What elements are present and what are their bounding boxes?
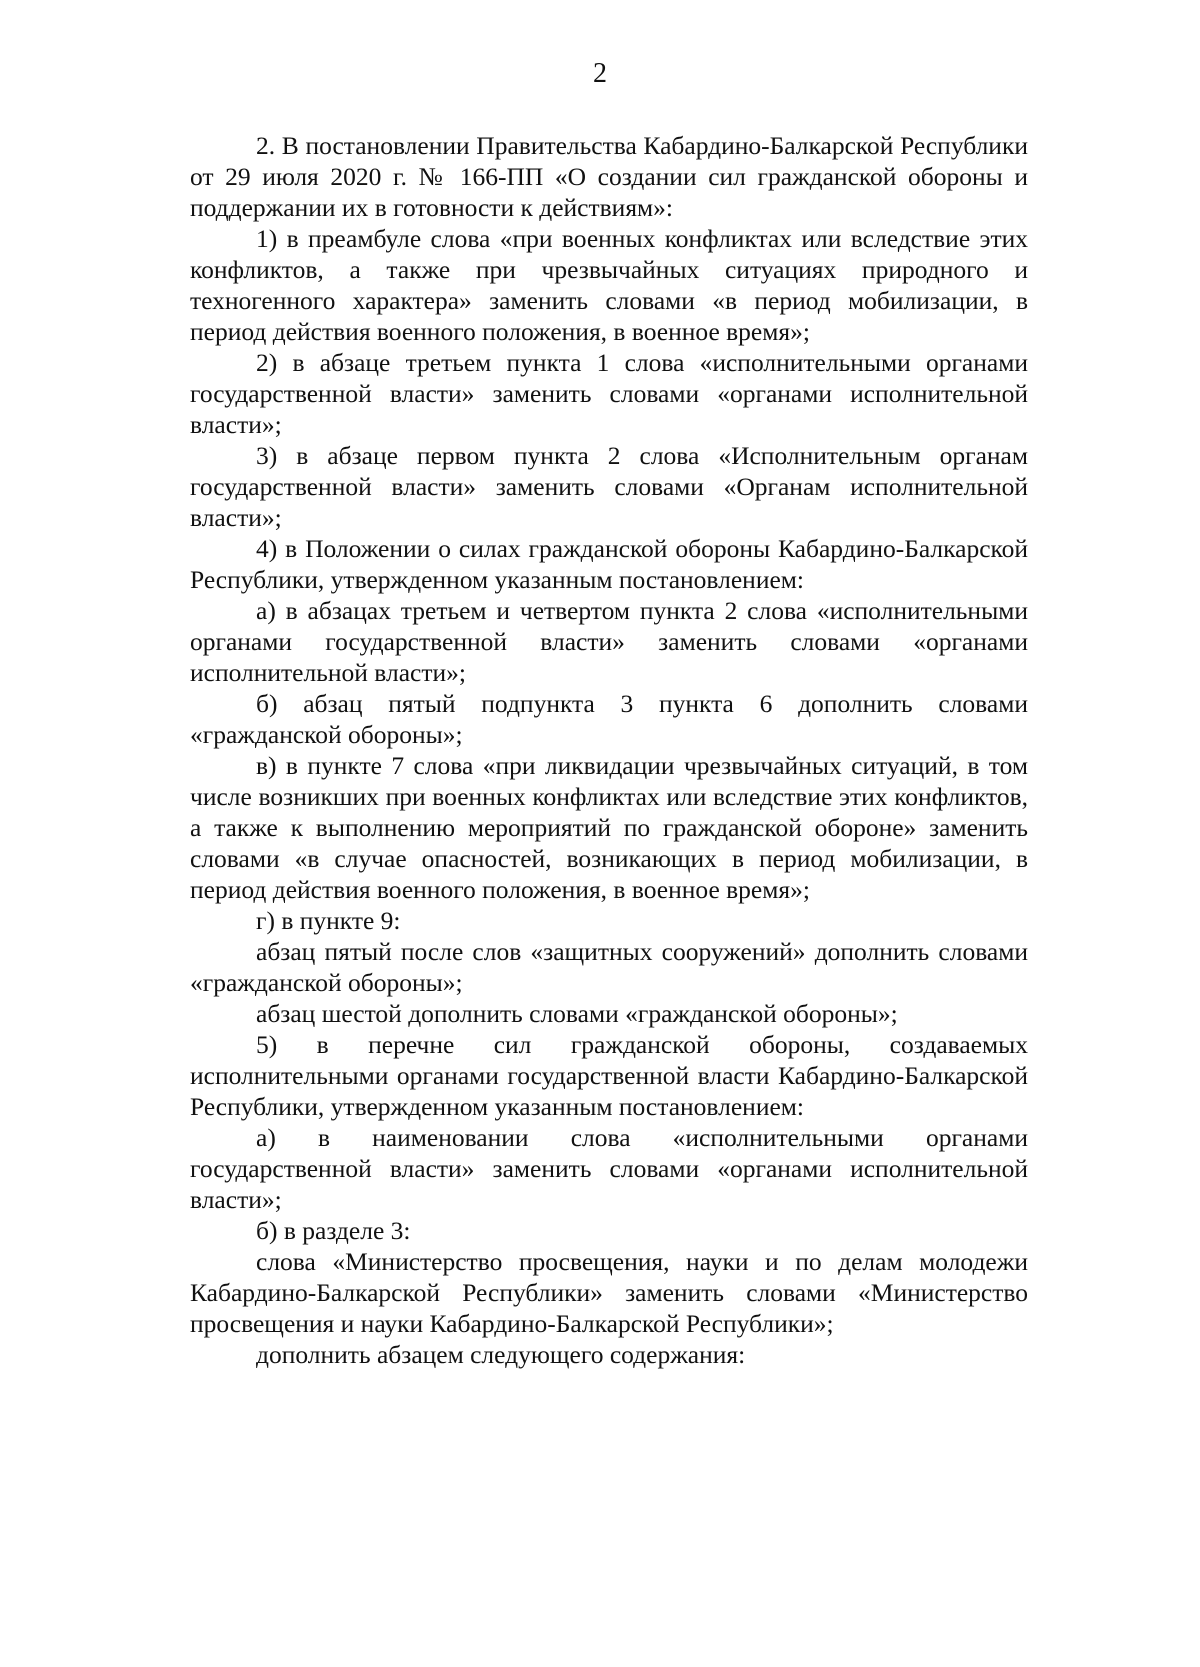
paragraph-abzac-5: абзац пятый после слов «защитных сооружений» дополнить словами «гражданской обороны»; [190, 937, 1028, 997]
paragraph-subitem-g: г) в пункте 9: [256, 906, 401, 935]
paragraph-item-1-preamble: 1) в преамбуле слова «при военных конфликтах или вследствие этих конфликтов, а также при чрезвычайных ситуациях природного и техногенного характера» заменить словами «в период мобилизации, в период действия военного положения, в военное время»; [190, 224, 1028, 346]
page-number: 2 [593, 58, 607, 89]
paragraph-add-abzac: дополнить абзацем следующего содержания: [256, 1340, 746, 1369]
paragraph-item-4: 4) в Положении о силах гражданской обороны Кабардино-Балкарской Республики, утвержденном указанным постановлением: [190, 534, 1028, 594]
paragraph-item-5: 5) в перечне сил гражданской обороны, создаваемых исполнительными органами государственной власти Кабардино-Балкарской Республики, утвержденном указанным постановлением: [190, 1030, 1028, 1121]
paragraph-abzac-6: абзац шестой дополнить словами «гражданской обороны»; [256, 999, 898, 1028]
document-body [190, 130, 1028, 1370]
paragraph-item-5-subitem-b: б) в разделе 3: [256, 1216, 411, 1245]
paragraph-subitem-b: б) абзац пятый подпункта 3 пункта 6 дополнить словами «гражданской обороны»; [190, 689, 1028, 749]
paragraph-ministry-rename: слова «Министерство просвещения, науки и по делам молодежи Кабардино-Балкарской Республики» заменить словами «Министерство просвещения и науки Кабардино-Балкарской Республики»; [190, 1247, 1028, 1338]
paragraph-item-5-subitem-a: а) в наименовании слова «исполнительными органами государственной власти» заменить словами «органами исполнительной власти»; [190, 1123, 1028, 1214]
paragraph-amendment-2: 2. В постановлении Правительства Кабардино-Балкарской Республики от 29 июля 2020 г. № 166-ПП «О создании сил гражданской обороны и поддержании их в готовности к действиям»: [190, 131, 1028, 222]
paragraph-item-2: 2) в абзаце третьем пункта 1 слова «исполнительными органами государственной власти» заменить словами «органами исполнительной власти»; [190, 348, 1028, 439]
paragraph-subitem-a: а) в абзацах третьем и четвертом пункта 2 слова «исполнительными органами государственной власти» заменить словами «органами исполнительной власти»; [190, 596, 1028, 687]
paragraph-subitem-v: в) в пункте 7 слова «при ликвидации чрезвычайных ситуаций, в том числе возникших при военных конфликтах или вследствие этих конфликтов, а также к выполнению мероприятий по гражданской обороне» заменить словами «в случае опасностей, возникающих в период мобилизации, в период действия военного положения, в военное время»; [190, 751, 1028, 904]
paragraph-item-3: 3) в абзаце первом пункта 2 слова «Исполнительным органам государственной власти» заменить словами «Органам исполнительной власти»; [190, 441, 1028, 532]
